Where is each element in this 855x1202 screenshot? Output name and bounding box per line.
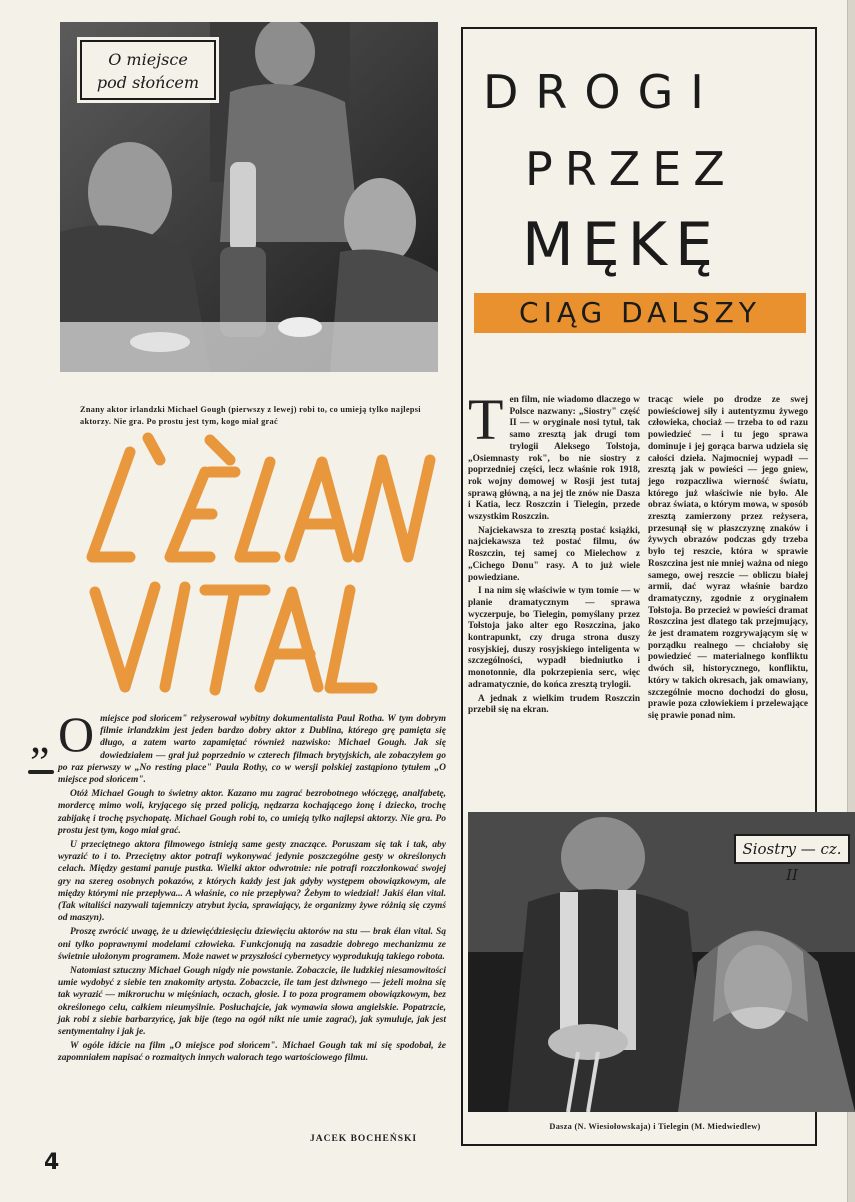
opening-quote-mark: „ [30, 713, 50, 762]
review-paragraph: tracąc wiele po drodze ze swej powieściowej siły i autentyzmu żywego człowieka, chociaż — trzeba to od razu powiedzieć — i tu jego sprawa dominuje i jej gorąca barwa udziela się całości dzieła. Najmocniej wypadł — zresztą jak w powieści — jego gniew, jego rozpaczliwa wierność światu, którego już właściwie nie było. Ale obraz świata, o którym mowa, w sposób zresztą zamierzony przez reżysera, przesunął się w płaszczyznę znaków i żywych obrazów podczas gdy trzeba było tej reszcie, która w sprawie Roszczina jest nie mniej ważna od niego samego, owej reszcie — obliczu białej armii, dać wyraz właśnie bardzo dramatyczny, zgodnie z oryginałem Tołstoja. Bo przecież w powieści dramat Roszczina jest dlatego tak przejmujący, że jest dramatem rozgrywającym się w porządku realnego — chciałoby się powiedzieć — materialnego konfliktu dwóch sił, historycznego, konfliktu, który w takich okresach, jak omawiany, szczególnie mocno dochodzi do głosu, prawie poza człowiekiem i przelewające się prawie ponad nim. [648, 395, 808, 721]
top-photo-label [80, 40, 216, 100]
dash-mark [28, 770, 54, 774]
article-paragraph: miejsce pod słońcem" reżyserował wybitny dokumentalista Paul Rotha. W tym dobrym filmie irlandzkim jest jeden bardzo dobry aktor z Dublina, którego grę pamięta się długo, a zatem warto zapamiętać również nazwisko: Michael Gough. Jak się dowiedziałem — grał już poprzednio w czterech filmach brytyjskich, ale zobaczyłem go po raz pierwszy w „No resting place" Paula Rothy, co w wersji polskiej zastąpiono tytułem „O miejsce pod słońcem". [58, 714, 446, 786]
review-column-2 [648, 395, 808, 725]
review-dropcap-t: T [468, 387, 504, 452]
article-dropcap-o: O [58, 706, 95, 762]
article-paragraph: U przeciętnego aktora filmowego istnieją same gesty znaczące. Poruszam się tak i tak, aby wyrazić to i to. Przeciętny aktor potrafi wykonywać jedynie poszczególne gesty w określonych celach. Między gestami panuje pustka. Wielki aktor odwrotnie: nie potrafi rozczłonkować swojej gry na szereg osobnych pokazów, z których każdy jest jak gdyby występem obowiązkowym, ale między którymi nie przepływa... A właśnie, co nie przepływa? Żebym to wiedział! Jakiś élan vital. (Tak witaliści nazywali tajemniczy atrybut życia, sprawiający, że organizmy żywe różnią się czymś od maszyn). [58, 840, 446, 924]
review-paragraph: A jednak z wielkim trudem Roszczin przebił się na ekran. [468, 693, 640, 716]
page-number: 4 [44, 1150, 60, 1175]
review-paragraph: en film, nie wiadomo dlaczego w Polsce nazwany: „Siostry" część II — w oryginale nosi tytuł, tak samo zresztą jak drugi tom trylogii Aleksego Tołstoja, „Osiemnasty rok", bo nie siostry z poprzedniej części, lecz właśnie rok 1918, rok wojny domowej w Rosji jest tutaj sprawą główną, a na jej tle znów nie Dasza i Katia, lecz Roszczin i Tielegin, przede wszystkim Roszczin. [468, 395, 640, 523]
headline-line1: DROGI [483, 65, 721, 119]
headline-line2: PRZEZ [525, 142, 737, 196]
bottom-photo-caption: Dasza (N. Wiesiołowskaja) i Tielegin (M. Miedwiedlew) [549, 1122, 761, 1131]
bottom-photo-label: Siostry — cz. II [734, 834, 850, 864]
top-photo-caption: Znany aktor irlandzki Michael Gough (pierwszy z lewej) robi to, co umieją tylko najlepsi aktorzy. Nie gra. Po prostu jest tym, kogo miał grać [80, 405, 421, 426]
bottom-photo [468, 812, 855, 1112]
headline-line3: MĘKĘ [522, 210, 721, 280]
article-paragraph: Natomiast sztuczny Michael Gough nigdy nie powstanie. Zobaczcie, ile ludzkiej niesamowitości umie wydobyć z siebie ten znakomity artysta. Zobaczcie, ile tam jest dziwnego — jeżeli można się tak wyrazić — mikroruchu w mięśniach, oczach, głosie. I to poza programem obowiązkowym, bez określonego celu, całkiem nieumyślnie. Posłuchajcie, jak wymawia słowa angielskie. Popatrzcie, jak robi z siebie barbarzyńcę, jak bije (tego na ogół nikt nie umie zagrać), jak symuluje, jak jest sentymentalny i jak je. [58, 966, 446, 1038]
review-paragraph: I na nim się właściwie w tym tomie — w planie dramatycznym — sprawa wyczerpuje, bo Tielegin, pomyślany przez Tołstoja jako alter ego Roszczina, jako kontrapunkt, czy druga strona duszy rosyjskiej, duszy rosyjskiego inteligenta w szczególności, wypadł biedniutko i monotonnie, dla pokrzepienia serc, więc adramatycznie, do końca zresztą trylogii. [468, 586, 640, 690]
article-paragraph: W ogóle idźcie na film „O miejsce pod słońcem". Michael Gough tak mi się spodobał, że zapomniałem napisać o rozmaitych innych walorach tego wartościowego filmu. [58, 1041, 446, 1064]
article-paragraph: Proszę zwrócić uwagę, że u dziewięćdziesięciu dziewięciu aktorów na stu — brak élan vital. Są oni tylko poprawnymi modelami człowieka. Funkcjonują na zasadzie dobrego mechanizmu ze świetnie ułożonym programem. Może nawet w przyszłości cybernetycy wyprodukują takiego robota. [58, 927, 446, 962]
author-signature: JACEK BOCHEŃSKI [310, 1134, 418, 1144]
top-photo [60, 22, 438, 372]
elan-vital-article [58, 706, 446, 1067]
top-photo-label-line1: O miejsce [108, 50, 188, 69]
continuation-banner: CIĄG DALSZY [474, 293, 806, 333]
elan-vital-title [60, 432, 450, 702]
top-photo-label-line2: pod słońcem [96, 73, 200, 92]
review-column-1 [468, 387, 640, 719]
article-paragraph: Otóż Michael Gough to świetny aktor. Kazano mu zagrać bezrobotnego włóczęgę, analfabetę, mordercę mimo woli, kryjącego się przed policją, nędzarza kochającego żonę i dziecko, trochę zabijakę i trochę psychopatę. Michael Gough robi to, co umieją tylko najlepsi aktorzy. Nie gra. Po prostu jest tym, kogo miał grać. [58, 789, 446, 836]
review-paragraph: Najciekawsza to zresztą postać książki, najciekawsza też postać filmu, ów Roszczin, tej samej co Mielechow z „Cichego Donu" rasy. A to już wiele powiedziane. [468, 525, 640, 583]
